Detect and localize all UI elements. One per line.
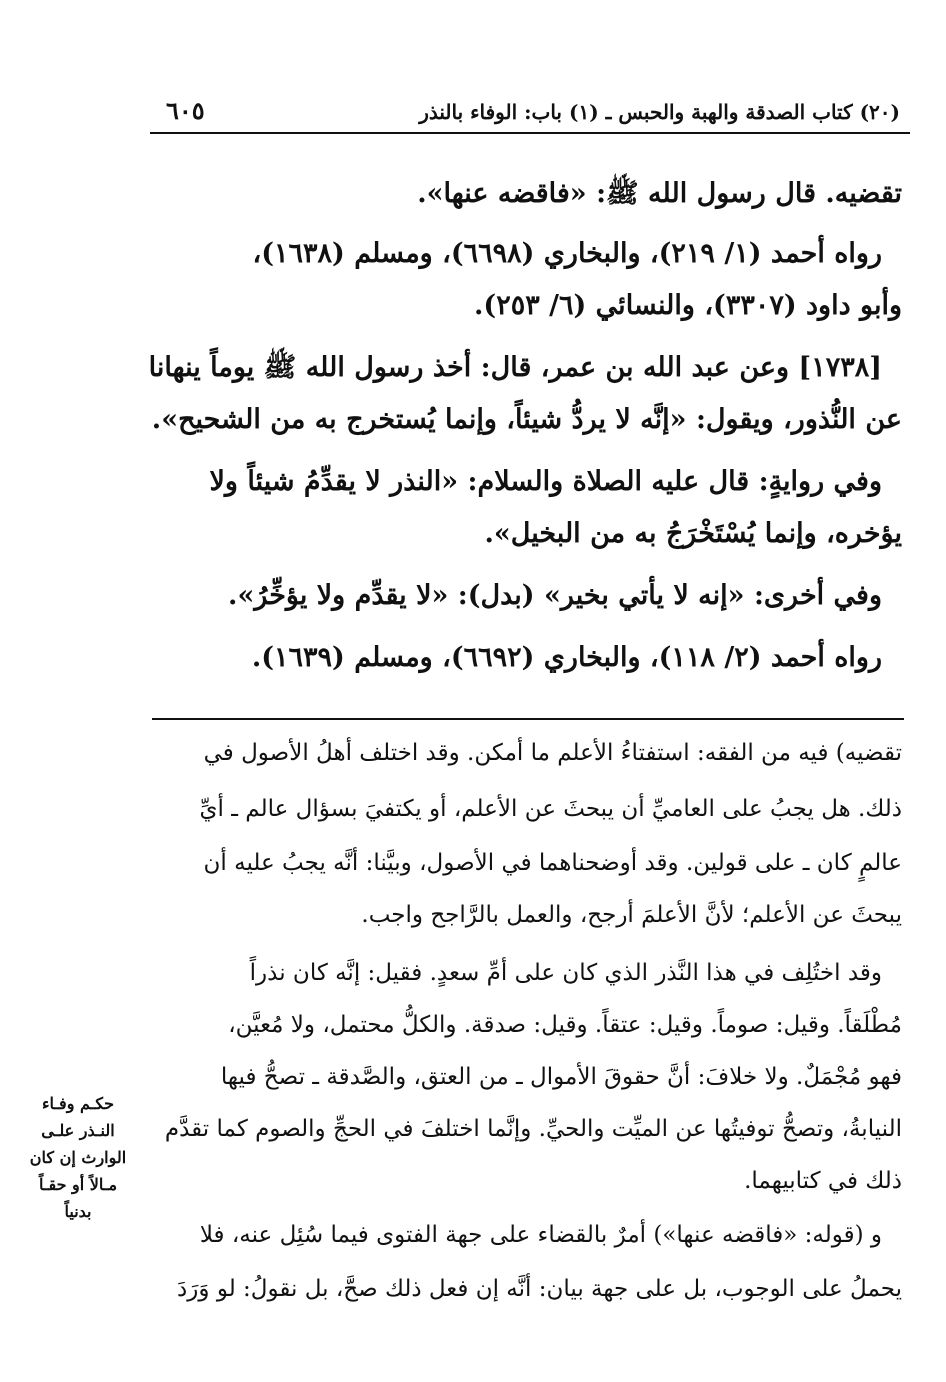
margin-note: [14, 1090, 142, 1225]
commentary-line: و (قوله: «فاقضه عنها») أمرٌ بالقضاء على جهة الفتوى فيما سُئِل عنه، فلا: [199, 1222, 882, 1248]
commentary-line: وقد اختُلِف في هذا النَّذر الذي كان على أمِّ سعدٍ. فقيل: إنَّه كان نذراً: [249, 960, 882, 986]
running-header: [150, 96, 910, 134]
margin-note-line: النـذر علـى: [41, 1121, 115, 1140]
commentary-line: تقضيه) فيه من الفقه: استفتاءُ الأعلم ما أمكن. وقد اختلف أهلُ الأصول في: [203, 740, 902, 766]
running-title: (٢٠) كتاب الصدقة والهبة والحبس ـ (١) باب: الوفاء بالنذر: [419, 100, 900, 124]
commentary-line: يحملُ على الوجوب، بل على جهة بيان: أنَّه إن فعل ذلك صحَّ، بل نقولُ: لو وَرَدَ: [177, 1276, 902, 1302]
hadith-line: يؤخره، وإنما يُسْتَخْرَجُ به من البخيل».: [484, 518, 902, 549]
hadith-line: رواه أحمد (٢/ ١١٨)، والبخاري (٦٦٩٢)، ومسلم (١٦٣٩).: [251, 642, 882, 673]
hadith-line: وأبو داود (٣٣٠٧)، والنسائي (٦/ ٢٥٣).: [474, 290, 902, 321]
commentary-line: ذلك. هل يجبُ على العاميِّ أن يبحثَ عن الأعلم، أو يكتفيَ بسؤال عالم ـ أيِّ: [199, 796, 902, 822]
margin-note-line: مـالاً أو حقـاً: [38, 1175, 118, 1194]
commentary-line: ذلك في كتابيهما.: [744, 1168, 902, 1194]
margin-note-line: الوارث إن كان: [29, 1148, 127, 1167]
commentary-line: مُطْلَقاً. وقيل: صوماً. وقيل: عتقاً. وقيل: صدقة. والكلُّ محتمل، ولا مُعيَّن،: [228, 1012, 902, 1038]
commentary-line: فهو مُجْمَلٌ. ولا خلافَ: أنَّ حقوقَ الأموال ـ من العتق، والصَّدقة ـ تصحُّ فيها: [220, 1064, 902, 1090]
hadith-line: تقضيه. قال رسول الله ﷺ: «فاقضه عنها».: [417, 178, 902, 209]
page-number: ٦٠٥: [166, 96, 205, 125]
hadith-line: وفي روايةٍ: قال عليه الصلاة والسلام: «النذر لا يقدِّمُ شيئاً ولا: [209, 466, 882, 497]
hadith-line: وفي أخرى: «إنه لا يأتي بخير» (بدل): «لا يقدِّم ولا يؤخِّرُ».: [228, 580, 882, 611]
commentary-line: يبحثَ عن الأعلم؛ لأنَّ الأعلمَ أرجح، والعمل بالرَّاجح واجب.: [361, 902, 902, 928]
hadith-number-line: [١٧٣٨] وعن عبد الله بن عمر، قال: أخذ رسول الله ﷺ يوماً ينهانا: [148, 352, 882, 383]
hadith-line: رواه أحمد (١/ ٢١٩)، والبخاري (٦٦٩٨)، ومسلم (١٦٣٨)،: [252, 238, 882, 269]
hadith-line: عن النُّذور، ويقول: «إنَّه لا يردُّ شيئاً، وإنما يُستخرج به من الشحيح».: [151, 404, 902, 435]
commentary-line: النيابةُ، وتصحُّ توفيتُها عن الميِّت والحيِّ. وإنَّما اختلفَ في الحجِّ والصوم كما تقدَّم: [164, 1116, 902, 1142]
commentary-line: عالمٍ كان ـ على قولين. وقد أوضحناهما في الأصول، وبيَّنا: أنَّه يجبُ عليه أن: [203, 850, 902, 876]
margin-note-line: بدنياً: [64, 1202, 92, 1221]
margin-note-line: حكـم وفـاء: [41, 1094, 115, 1113]
footnote-divider: [152, 718, 904, 720]
